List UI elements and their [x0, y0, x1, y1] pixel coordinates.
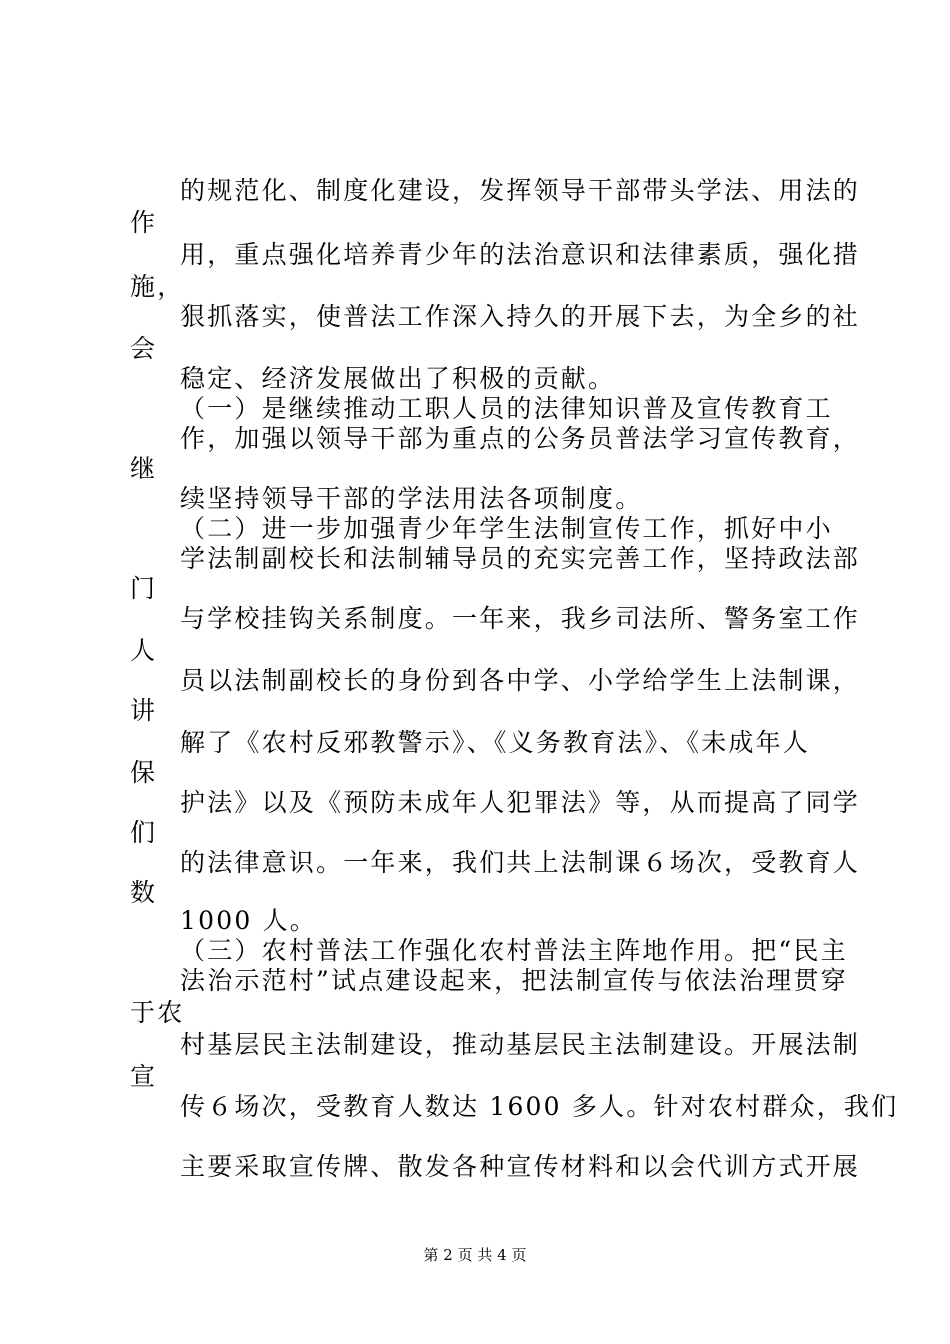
text-line: 解了《农村反邪教警示》、《义务教育法》、《未成年人 — [180, 728, 811, 757]
text-line: 学法制副校长和法制辅导员的充实完善工作，坚持政法部 — [180, 544, 861, 573]
text-line: 续坚持领导干部的学法用法各项制度。 — [180, 484, 643, 513]
text-line-wrap: 保 — [130, 758, 158, 787]
text-line-wrap: 作 — [130, 208, 158, 237]
text-line: 法治示范村”试点建设起来，把法制宣传与依法治理贯穿 — [180, 966, 848, 995]
page-number-footer: 第 2 页 共 4 页 — [423, 1246, 527, 1264]
text-line: 的法律意识。一年来，我们共上法制课６场次，受教育人 — [180, 848, 861, 877]
text-line: 传６场次，受教育人数达 1600 多人。针对农村群众，我们 — [180, 1092, 899, 1121]
text-line: 稳定、经济发展做出了积极的贡献。 — [180, 364, 616, 393]
text-line-wrap: 施， — [130, 272, 185, 301]
text-line-wrap: 门 — [130, 574, 158, 603]
text-line-wrap: 讲 — [130, 696, 158, 725]
text-line: 作，加强以领导干部为重点的公务员普法学习宣传教育， — [180, 424, 861, 453]
text-line-wrap: 们 — [130, 818, 158, 847]
text-line: 1000 人。 — [180, 906, 317, 935]
text-line: 的规范化、制度化建设，发挥领导干部带头学法、用法的 — [180, 176, 861, 205]
text-line-wrap: 宣 — [130, 1062, 158, 1091]
text-line-wrap: 人 — [130, 636, 158, 665]
text-line: 主要采取宣传牌、散发各种宣传材料和以会代训方式开展 — [180, 1152, 861, 1181]
text-line: （一）是继续推动工职人员的法律知识普及宣传教育工 — [180, 394, 833, 423]
text-line: 用，重点强化培养青少年的法治意识和法律素质，强化措 — [180, 240, 861, 269]
text-line: 村基层民主法制建设，推动基层民主法制建设。开展法制 — [180, 1030, 861, 1059]
text-line: 与学校挂钩关系制度。一年来，我乡司法所、警务室工作 — [180, 604, 861, 633]
text-line-wrap: 数 — [130, 878, 158, 907]
text-line-wrap: 继 — [130, 454, 158, 483]
text-line: 员以法制副校长的身份到各中学、小学给学生上法制课， — [180, 666, 861, 695]
text-line: （三）农村普法工作强化农村普法主阵地作用。把“民主 — [180, 936, 848, 965]
text-line: 护法》以及《预防未成年人犯罪法》等，从而提高了同学 — [180, 788, 861, 817]
text-line-wrap: 于农 — [130, 998, 185, 1027]
text-line-wrap: 会 — [130, 334, 158, 363]
text-line: 狠抓落实，使普法工作深入持久的开展下去，为全乡的社 — [180, 302, 861, 331]
text-line: （二）进一步加强青少年学生法制宣传工作，抓好中小 — [180, 514, 833, 543]
